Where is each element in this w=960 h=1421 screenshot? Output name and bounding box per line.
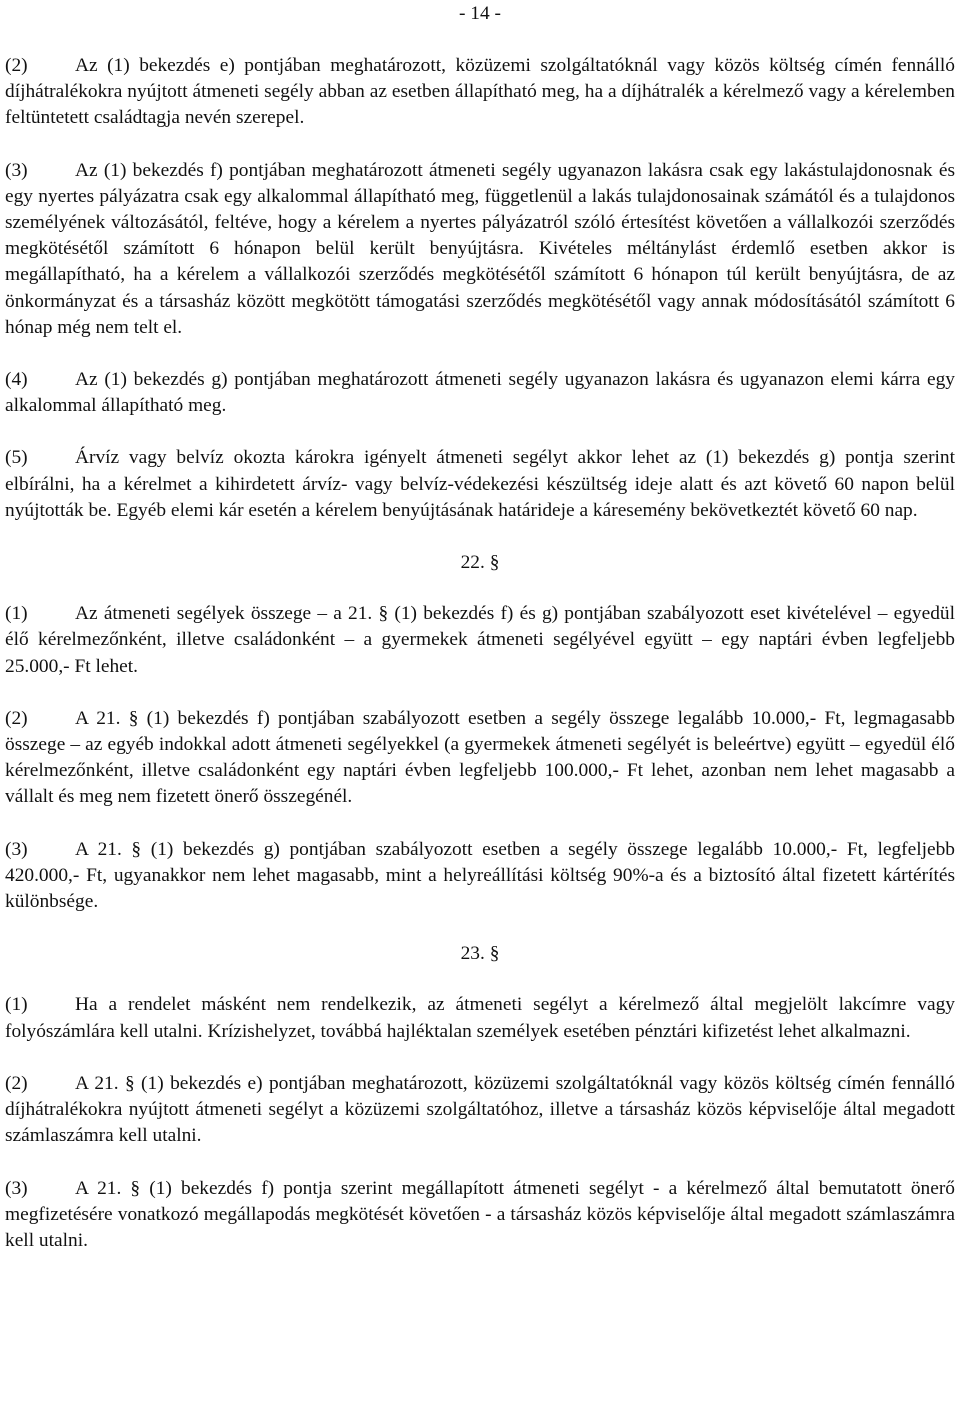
paragraph-number: (3) — [5, 1177, 28, 1199]
paragraph-number: (3) — [5, 838, 28, 860]
paragraph-number: (5) — [5, 447, 28, 469]
paragraph-number: (1) — [5, 603, 28, 625]
page-number: - 14 - — [458, 3, 501, 24]
paragraph-text: Árvíz vagy belvíz okozta károkra igényelt átmeneti segélyt akkor lehet az (1) bekezdés g) pontja szerint elbírálni, ha a kérelmet a kihirdetett árvíz- vagy belvíz-védekezési készültség ideje alatt és azt követő 60 napon belül nyújtották be. Egyéb elemi kár esetén a kérelem benyújtásának határideje a káresemény bekövetkeztét követő 60 nap. — [5, 447, 955, 521]
section-heading-23: 23. § — [460, 943, 500, 965]
paragraph-text: Az átmeneti segélyek összege – a 21. § (1) bekezdés f) és g) pontjában szabályozott eset kivételével – egyedül élő kérelmezőnként, illetve családonként – a gyermekek átmeneti segélyével együtt – egy naptári évben legfeljebb 25.000,- Ft lehet. — [5, 603, 955, 677]
paragraph-3 — [5, 158, 955, 341]
paragraph-number: (4) — [5, 369, 28, 391]
section-22-paragraph-1 — [5, 601, 955, 680]
paragraph-text: A 21. § (1) bekezdés e) pontjában meghatározott, közüzemi szolgáltatóknál vagy közös költség címén fennálló díjhátralékokra nyújtott átmeneti segélyt a közüzemi szolgáltatóhoz, illetve a társasház közös képviselője által megadott számlaszámra kell utalni. — [5, 1072, 955, 1147]
paragraph-text: Az (1) bekezdés f) pontjában meghatározott átmeneti segély ugyanazon lakásra csak egy lakástulajdonosnak és egy nyertes pályázatra csak egy alkalommal állapítható meg, függetlenül a lakás tulajdonosainak számától és a tulajdonos személyének változásától, feltéve, hogy a kérelem a nyertes pályázatról szóló értesítést követően a vállalkozói szerződés megkötésétől számított 6 hónapon belül került benyújtásra. Kivételes méltánylást érdemlő esetben akkor is megállapítható, ha a kérelem a vállalkozói szerződés megkötésétől számított 6 hónapon túl került benyújtásra, de az önkormányzat és a társasház között megkötött támogatási szerződés megkötésétől vagy annak módosításától számított 6 hónap még nem telt el. — [5, 159, 955, 338]
section-22-paragraph-2 — [5, 706, 955, 811]
paragraph-number: (2) — [5, 55, 28, 76]
section-heading-22: 22. § — [460, 552, 500, 574]
paragraph-number: (3) — [5, 159, 28, 181]
paragraph-text: Az (1) bekezdés e) pontjában meghatározott, közüzemi szolgáltatóknál vagy közös költség címén fennálló díjhátralékokra nyújtott átmeneti segély abban az esetben állapítható meg, ha a díjhátralék a kérelmező vagy a kérelemben feltüntetett családtagja nevén szerepel. — [5, 55, 955, 129]
paragraph-number: (1) — [5, 994, 28, 1016]
paragraph-number: (2) — [5, 707, 28, 729]
section-23-paragraph-2 — [5, 1071, 955, 1150]
paragraph-text: Az (1) bekezdés g) pontjában meghatározott átmeneti segély ugyanazon lakásra és ugyanazon elemi kárra egy alkalommal állapítható meg. — [5, 369, 955, 417]
section-22-paragraph-3 — [5, 837, 955, 916]
paragraph-text: A 21. § (1) bekezdés g) pontjában szabályozott esetben a segély összege legalább 10.000,- Ft, legfeljebb 420.000,- Ft, ugyanakkor nem lehet magasabb, mint a helyreállítási költség 90%-a és a biztosító által fizetett kártérítés különbsége. — [5, 838, 955, 913]
paragraph-5 — [5, 445, 955, 524]
section-23-paragraph-3 — [5, 1176, 955, 1255]
paragraph-text: Ha a rendelet másként nem rendelkezik, az átmeneti segélyt a kérelmező által megjelölt lakcímre vagy folyószámlára kell utalni. Krízishelyzet, továbbá hajléktalan személyek esetében pénztári kifizetést lehet alkalmazni. — [5, 994, 955, 1042]
paragraph-text: A 21. § (1) bekezdés f) pontja szerint megállapított átmeneti segélyt - a kérelmező által bemutatott önerő megfizetésére vonatkozó megállapodás megkötését követően - a társasház közös képviselője által megadott számlaszámra kell utalni. — [5, 1177, 955, 1251]
section-23-paragraph-1 — [5, 992, 955, 1044]
paragraph-text: A 21. § (1) bekezdés f) pontjában szabályozott esetben a segély összege legalább 10.000,- Ft, legmagasabb összege – az egyéb indokkal adott átmeneti segélyekkel (a gyermekek átmeneti segélyét is beleértve) együtt – egyedül élő kérelmezőnként, illetve családonként egy naptári évben legfeljebb 100.000,- Ft lehet, azonban nem lehet magasabb a vállalt és meg nem fizetett önerő összegénél. — [5, 707, 955, 808]
document-body — [5, 53, 955, 1280]
paragraph-4 — [5, 367, 955, 419]
paragraph-number: (2) — [5, 1072, 28, 1094]
paragraph-2 — [5, 53, 955, 132]
